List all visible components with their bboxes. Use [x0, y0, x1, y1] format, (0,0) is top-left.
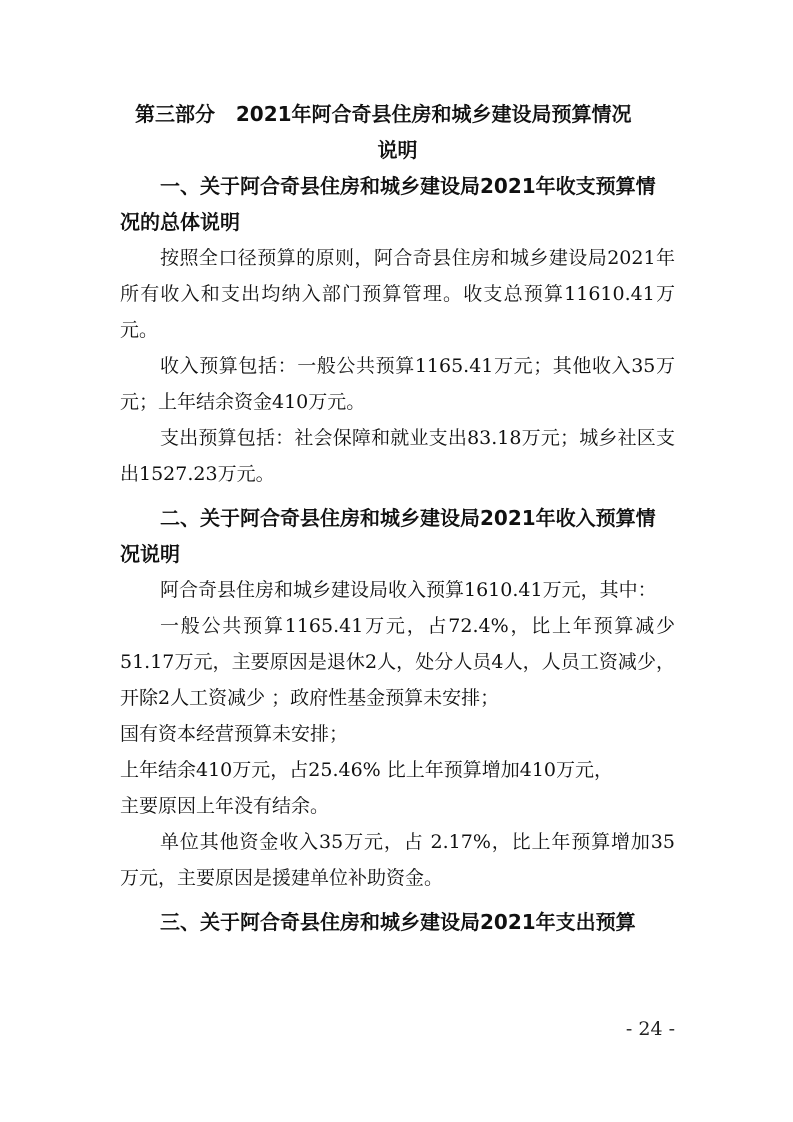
section-2-paragraph-3: 国有资本经营预算未安排； — [120, 723, 349, 745]
section-1-heading: 一、关于阿合奇县住房和城乡建设局2021年收支预算情况的总体说明 — [120, 174, 656, 234]
section-2-paragraph-5: 主要原因上年没有结余。 — [120, 795, 330, 817]
section-1-paragraph-1: 按照全口径预算的原则，阿合奇县住房和城乡建设局2021年所有收入和支出均纳入部门预算管理。收支总预算11610.41万元。 — [120, 247, 675, 341]
title-line-2: 说明 — [377, 138, 418, 162]
section-2-paragraph-4: 上年结余410万元，占25.46% 比上年预算增加410万元， — [120, 759, 614, 781]
section-2-paragraph-1: 阿合奇县住房和城乡建设局收入预算1610.41万元，其中： — [160, 579, 657, 601]
section-2-paragraph-6: 单位其他资金收入35万元，占 2.17%，比上年预算增加35 万元，主要原因是援建单位补助资金。 — [120, 831, 675, 889]
document-page — [120, 96, 675, 940]
section-2-paragraph-2: 一般公共预算1165.41万元，占72.4%，比上年预算减少51.17万元，主要原因是退休2人，处分人员4人，人员工资减少，开除2人工资减少 ；政府性基金预算未安排； — [120, 615, 675, 709]
title-line-1: 第三部分 2021年阿合奇县住房和城乡建设局预算情况 — [135, 102, 632, 126]
document-title — [120, 96, 675, 168]
section-3-heading: 三、关于阿合奇县住房和城乡建设局2021年支出预算 — [160, 910, 636, 934]
page-number: - 24 - — [625, 1018, 675, 1040]
section-1-paragraph-3: 支出预算包括：社会保障和就业支出83.18万元；城乡社区支出1527.23万元。 — [120, 427, 675, 485]
section-2-heading: 二、关于阿合奇县住房和城乡建设局2021年收入预算情况说明 — [120, 506, 656, 566]
section-1-paragraph-2: 收入预算包括：一般公共预算1165.41万元；其他收入35万元；上年结余资金410万元。 — [120, 355, 675, 413]
